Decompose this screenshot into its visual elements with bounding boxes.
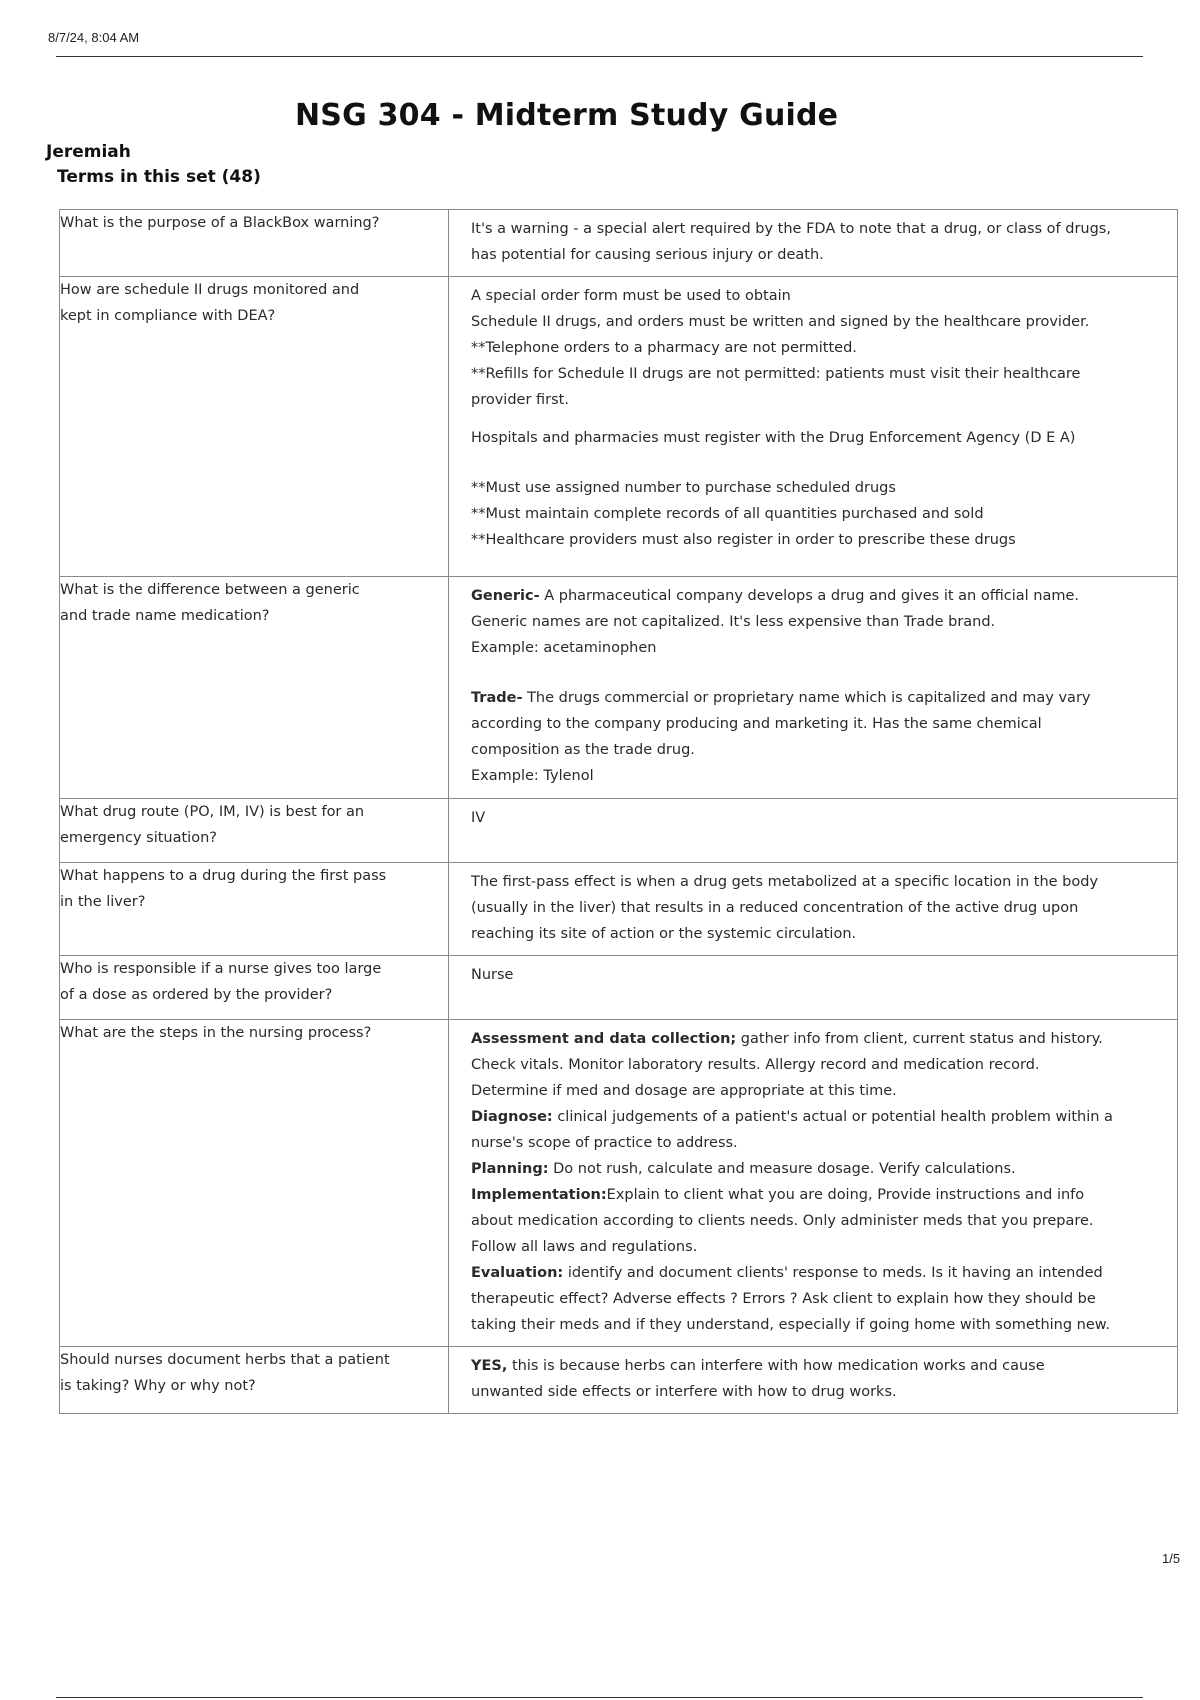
definition-line bbox=[471, 583, 1167, 609]
planning-label: Planning: bbox=[471, 1161, 549, 1177]
definition-cell bbox=[449, 956, 1178, 1020]
definition-cell bbox=[449, 210, 1178, 277]
term-line: What is the difference between a generic bbox=[60, 582, 360, 598]
generic-label: Generic- bbox=[471, 588, 540, 604]
term-line: How are schedule II drugs monitored and bbox=[60, 282, 360, 298]
implementation-label: Implementation: bbox=[471, 1187, 607, 1203]
term-line: in the liver? bbox=[60, 894, 146, 910]
document-title: NSG 304 - Midterm Study Guide bbox=[295, 98, 839, 133]
evaluation-text: identify and document clients' response to meds. Is it having an intended bbox=[563, 1265, 1103, 1281]
table-row bbox=[60, 577, 1178, 799]
definition-line: unwanted side effects or interfere with how to drug works. bbox=[471, 1384, 897, 1400]
assessment-text: gather info from client, current status and history. bbox=[736, 1031, 1103, 1047]
definition-cell bbox=[449, 577, 1178, 799]
planning-text: Do not rush, calculate and measure dosage. Verify calculations. bbox=[548, 1161, 1016, 1177]
term-cell bbox=[60, 1020, 449, 1347]
definition-line: (usually in the liver) that results in a reduced concentration of the active drug upon bbox=[471, 900, 1079, 916]
definition-line: **Must maintain complete records of all quantities purchased and sold bbox=[471, 506, 984, 522]
table-row bbox=[60, 1020, 1178, 1347]
definition-line: Check vitals. Monitor laboratory results. Allergy record and medication record. bbox=[471, 1057, 1040, 1073]
definition-cell bbox=[449, 1020, 1178, 1347]
yes-text: this is because herbs can interfere with how medication works and cause bbox=[507, 1358, 1045, 1374]
page-number: 1/5 bbox=[1162, 1551, 1181, 1566]
definition-line: Example: Tylenol bbox=[471, 768, 594, 784]
definition-line: Hospitals and pharmacies must register with the Drug Enforcement Agency (D E A) bbox=[471, 430, 1076, 446]
diagnose-label: Diagnose: bbox=[471, 1109, 553, 1125]
definition-line: **Telephone orders to a pharmacy are not permitted. bbox=[471, 340, 857, 356]
term-line: and trade name medication? bbox=[60, 608, 270, 624]
definition-line: The first-pass effect is when a drug gets metabolized at a specific location in the body bbox=[471, 874, 1099, 890]
definition-line: A special order form must be used to obtain bbox=[471, 288, 791, 304]
term-line: What are the steps in the nursing process? bbox=[60, 1025, 372, 1041]
definition-line: reaching its site of action or the systemic circulation. bbox=[471, 926, 857, 942]
term-line: of a dose as ordered by the provider? bbox=[60, 987, 333, 1003]
definition-line: therapeutic effect? Adverse effects ? Errors ? Ask client to explain how they should be bbox=[471, 1291, 1096, 1307]
definition-cell bbox=[449, 277, 1178, 577]
definition-cell bbox=[449, 799, 1178, 863]
footer-rule bbox=[56, 1697, 1143, 1698]
definition-line bbox=[471, 685, 1167, 711]
definition-cell bbox=[449, 863, 1178, 956]
definition-line: Generic names are not capitalized. It's less expensive than Trade brand. bbox=[471, 614, 996, 630]
term-line: Who is responsible if a nurse gives too large bbox=[60, 961, 382, 977]
print-date: 8/7/24, 8:04 AM bbox=[48, 30, 140, 45]
evaluation-label: Evaluation: bbox=[471, 1265, 564, 1281]
definition-line: Nurse bbox=[471, 967, 514, 983]
implementation-text: Explain to client what you are doing, Provide instructions and info bbox=[606, 1187, 1085, 1203]
definition-line: provider first. bbox=[471, 392, 569, 408]
definition-line: **Healthcare providers must also register in order to prescribe these drugs bbox=[471, 532, 1016, 548]
term-cell bbox=[60, 799, 449, 863]
definition-line: composition as the trade drug. bbox=[471, 742, 695, 758]
definition-line: nurse's scope of practice to address. bbox=[471, 1135, 738, 1151]
table-row bbox=[60, 799, 1178, 863]
definition-line bbox=[471, 1026, 1167, 1052]
term-cell bbox=[60, 863, 449, 956]
definition-line bbox=[471, 1156, 1167, 1182]
definition-line: has potential for causing serious injury or death. bbox=[471, 247, 824, 263]
diagnose-text: clinical judgements of a patient's actual or potential health problem within a bbox=[552, 1109, 1113, 1125]
generic-text: A pharmaceutical company develops a drug and gives it an official name. bbox=[539, 588, 1080, 604]
trade-label: Trade- bbox=[471, 690, 523, 706]
term-line: What happens to a drug during the first pass bbox=[60, 868, 387, 884]
definition-line: taking their meds and if they understand, especially if going home with something new. bbox=[471, 1317, 1110, 1333]
definition-line bbox=[471, 1182, 1167, 1208]
assessment-label: Assessment and data collection; bbox=[471, 1031, 737, 1047]
term-cell bbox=[60, 577, 449, 799]
table-row bbox=[60, 277, 1178, 577]
term-line: emergency situation? bbox=[60, 830, 217, 846]
term-cell bbox=[60, 1347, 449, 1414]
table-row bbox=[60, 863, 1178, 956]
trade-text: The drugs commercial or proprietary name which is capitalized and may vary bbox=[522, 690, 1091, 706]
definition-line: Schedule II drugs, and orders must be written and signed by the healthcare provider. bbox=[471, 314, 1090, 330]
definition-line: Example: acetaminophen bbox=[471, 640, 657, 656]
definition-line: **Must use assigned number to purchase scheduled drugs bbox=[471, 480, 896, 496]
terms-count: Terms in this set (48) bbox=[57, 167, 261, 187]
table-row bbox=[60, 956, 1178, 1020]
definition-line bbox=[471, 1104, 1167, 1130]
definition-line bbox=[471, 1260, 1167, 1286]
term-line: is taking? Why or why not? bbox=[60, 1378, 256, 1394]
term-cell bbox=[60, 956, 449, 1020]
definition-line: It's a warning - a special alert required by the FDA to note that a drug, or class of drugs, bbox=[471, 221, 1111, 237]
definition-line: Determine if med and dosage are appropriate at this time. bbox=[471, 1083, 897, 1099]
definition-line: according to the company producing and marketing it. Has the same chemical bbox=[471, 716, 1042, 732]
term-line: Should nurses document herbs that a patient bbox=[60, 1352, 390, 1368]
definition-line: Follow all laws and regulations. bbox=[471, 1239, 698, 1255]
term-line: What is the purpose of a BlackBox warning? bbox=[60, 215, 380, 231]
definition-line bbox=[471, 1353, 1167, 1379]
table-row bbox=[60, 210, 1178, 277]
header-rule bbox=[56, 56, 1143, 57]
definition-line: about medication according to clients needs. Only administer meds that you prepare. bbox=[471, 1213, 1094, 1229]
definition-cell bbox=[449, 1347, 1178, 1414]
definition-line: IV bbox=[471, 810, 486, 826]
table-row bbox=[60, 1347, 1178, 1414]
flashcard-table bbox=[59, 209, 1178, 1414]
term-cell bbox=[60, 277, 449, 577]
term-line: What drug route (PO, IM, IV) is best for an bbox=[60, 804, 365, 820]
term-cell bbox=[60, 210, 449, 277]
term-line: kept in compliance with DEA? bbox=[60, 308, 276, 324]
definition-line: **Refills for Schedule II drugs are not permitted: patients must visit their healthcare bbox=[471, 366, 1081, 382]
yes-label: YES, bbox=[471, 1358, 508, 1374]
author-name: Jeremiah bbox=[46, 142, 131, 162]
